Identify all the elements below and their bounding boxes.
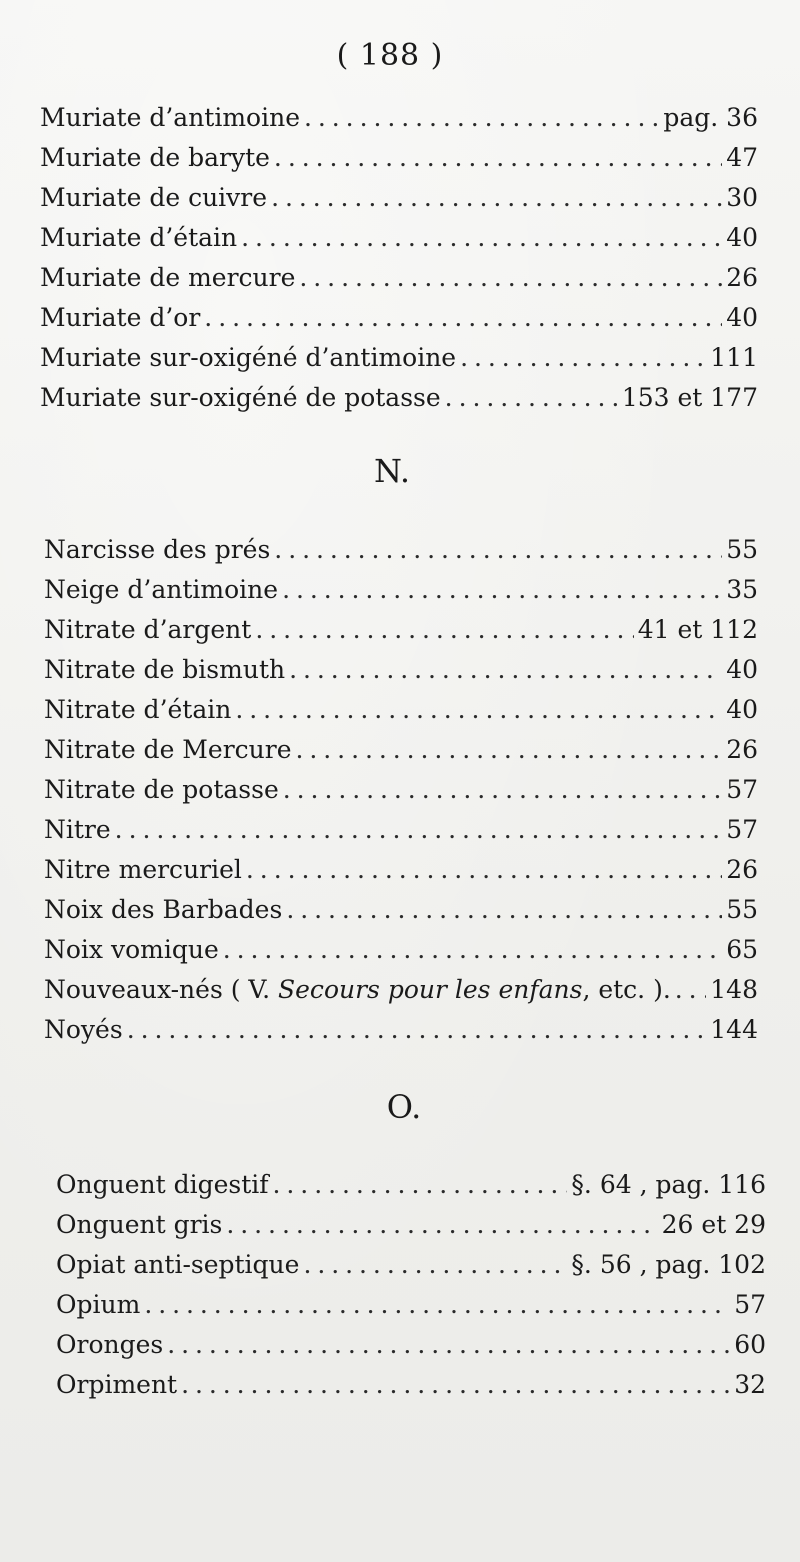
entry-page: 40 bbox=[726, 223, 758, 252]
entry-term: Opiat anti-septique bbox=[56, 1250, 300, 1279]
entry-page: 111 bbox=[710, 343, 758, 372]
index-entry bbox=[40, 178, 758, 218]
index-entry bbox=[40, 298, 758, 338]
index-entry bbox=[44, 610, 758, 650]
dot-leader bbox=[289, 650, 722, 690]
index-entry bbox=[56, 1285, 766, 1325]
entry-page: 26 bbox=[726, 263, 758, 292]
entry-term: Nitrate d’étain bbox=[44, 695, 232, 724]
index-entry bbox=[40, 138, 758, 178]
index-entry bbox=[44, 730, 758, 770]
entry-page: 41 et 112 bbox=[637, 615, 758, 644]
entry-term-prefix: Nouveaux-nés ( V. bbox=[44, 975, 279, 1004]
dot-leader bbox=[255, 610, 633, 650]
entry-page: 57 bbox=[726, 815, 758, 844]
dot-leader bbox=[127, 1010, 707, 1050]
entry-term: Noix des Barbades bbox=[44, 895, 283, 924]
entry-page: §. 64 , pag. 116 bbox=[571, 1170, 766, 1199]
entry-term: Muriate d’antimoine bbox=[40, 103, 300, 132]
entry-term: Narcisse des prés bbox=[44, 535, 271, 564]
index-section-n bbox=[44, 530, 758, 1050]
entry-page: 32 bbox=[734, 1370, 766, 1399]
index-entry bbox=[44, 930, 758, 970]
index-entry bbox=[56, 1365, 766, 1405]
entry-term: Nitrate de bismuth bbox=[44, 655, 286, 684]
entry-page: 40 bbox=[726, 655, 758, 684]
entry-term: Muriate sur-oxigéné de potasse bbox=[40, 383, 441, 412]
dot-leader bbox=[144, 1285, 730, 1325]
entry-page: 26 et 29 bbox=[661, 1210, 766, 1239]
entry-term: Muriate de baryte bbox=[40, 143, 270, 172]
entry-page: 60 bbox=[734, 1330, 766, 1359]
dot-leader bbox=[246, 850, 722, 890]
dot-leader bbox=[299, 258, 722, 298]
index-entry bbox=[44, 890, 758, 930]
index-entry bbox=[44, 1010, 758, 1050]
index-entry bbox=[44, 810, 758, 850]
entry-term: Opium bbox=[56, 1290, 141, 1319]
index-entry bbox=[44, 650, 758, 690]
index-entry bbox=[44, 970, 758, 1010]
index-entry bbox=[44, 770, 758, 810]
dot-leader bbox=[226, 1205, 657, 1245]
dot-leader bbox=[271, 178, 722, 218]
index-entry bbox=[56, 1325, 766, 1365]
entry-term: Muriate sur-oxigéné d’antimoine bbox=[40, 343, 457, 372]
entry-page: 40 bbox=[726, 695, 758, 724]
entry-page: 148 bbox=[710, 975, 758, 1004]
index-entry bbox=[40, 98, 758, 138]
dot-leader bbox=[181, 1365, 730, 1405]
dot-leader bbox=[241, 218, 722, 258]
page-number: ( 188 ) bbox=[336, 38, 444, 73]
entry-page: §. 56 , pag. 102 bbox=[571, 1250, 766, 1279]
index-entry bbox=[44, 530, 758, 570]
entry-page: 30 bbox=[726, 183, 758, 212]
index-section-m bbox=[40, 98, 758, 418]
dot-leader bbox=[286, 890, 722, 930]
entry-page: 57 bbox=[726, 775, 758, 804]
dot-leader bbox=[304, 98, 659, 138]
entry-term: Noix vomique bbox=[44, 935, 219, 964]
index-entry bbox=[40, 338, 758, 378]
entry-term: Oronges bbox=[56, 1330, 164, 1359]
dot-leader bbox=[296, 730, 723, 770]
entry-term: Onguent digestif bbox=[56, 1170, 269, 1199]
index-entry bbox=[56, 1165, 766, 1205]
index-entry bbox=[56, 1245, 766, 1285]
entry-page: 55 bbox=[726, 535, 758, 564]
entry-page: 40 bbox=[726, 303, 758, 332]
entry-page: 26 bbox=[726, 855, 758, 884]
dot-leader bbox=[303, 1245, 567, 1285]
entry-term: Neige d’antimoine bbox=[44, 575, 279, 604]
dot-leader bbox=[204, 298, 722, 338]
index-entry bbox=[40, 378, 758, 418]
entry-page: 35 bbox=[726, 575, 758, 604]
dot-leader bbox=[274, 530, 722, 570]
entry-term: Nitrate d’argent bbox=[44, 615, 252, 644]
index-entry bbox=[44, 850, 758, 890]
entry-term: Muriate de mercure bbox=[40, 263, 296, 292]
dot-leader bbox=[167, 1325, 730, 1365]
dot-leader bbox=[223, 930, 722, 970]
dot-leader bbox=[282, 570, 722, 610]
index-entry bbox=[56, 1205, 766, 1245]
entry-term: Muriate de cuivre bbox=[40, 183, 268, 212]
entry-page: pag. 36 bbox=[663, 103, 758, 132]
entry-page: 57 bbox=[734, 1290, 766, 1319]
entry-term bbox=[44, 970, 671, 1010]
dot-leader bbox=[445, 378, 618, 418]
entry-term-italic: Secours pour les enfans bbox=[278, 975, 583, 1004]
entry-term: Onguent gris bbox=[56, 1210, 223, 1239]
index-entry bbox=[44, 570, 758, 610]
entry-term: Nitrate de Mercure bbox=[44, 735, 292, 764]
dot-leader bbox=[675, 970, 707, 1010]
section-letter-n: N. bbox=[373, 452, 411, 490]
entry-term: Muriate d’or bbox=[40, 303, 201, 332]
entry-term: Noyés bbox=[44, 1015, 123, 1044]
index-section-o bbox=[56, 1165, 766, 1405]
entry-page: 153 et 177 bbox=[621, 383, 758, 412]
index-entry bbox=[40, 258, 758, 298]
entry-term: Nitre bbox=[44, 815, 111, 844]
index-entry bbox=[40, 218, 758, 258]
entry-term: Nitre mercuriel bbox=[44, 855, 242, 884]
entry-page: 65 bbox=[726, 935, 758, 964]
dot-leader bbox=[283, 770, 722, 810]
index-entry bbox=[44, 690, 758, 730]
entry-page: 26 bbox=[726, 735, 758, 764]
dot-leader bbox=[274, 138, 722, 178]
dot-leader bbox=[460, 338, 706, 378]
entry-term-suffix: , etc. ). bbox=[582, 975, 671, 1004]
dot-leader bbox=[115, 810, 723, 850]
entry-page: 55 bbox=[726, 895, 758, 924]
entry-page: 144 bbox=[710, 1015, 758, 1044]
dot-leader bbox=[235, 690, 722, 730]
entry-term: Muriate d’étain bbox=[40, 223, 238, 252]
entry-page: 47 bbox=[726, 143, 758, 172]
section-letter-o: O. bbox=[386, 1088, 422, 1126]
entry-term: Orpiment bbox=[56, 1370, 178, 1399]
entry-term: Nitrate de potasse bbox=[44, 775, 279, 804]
dot-leader bbox=[273, 1165, 568, 1205]
